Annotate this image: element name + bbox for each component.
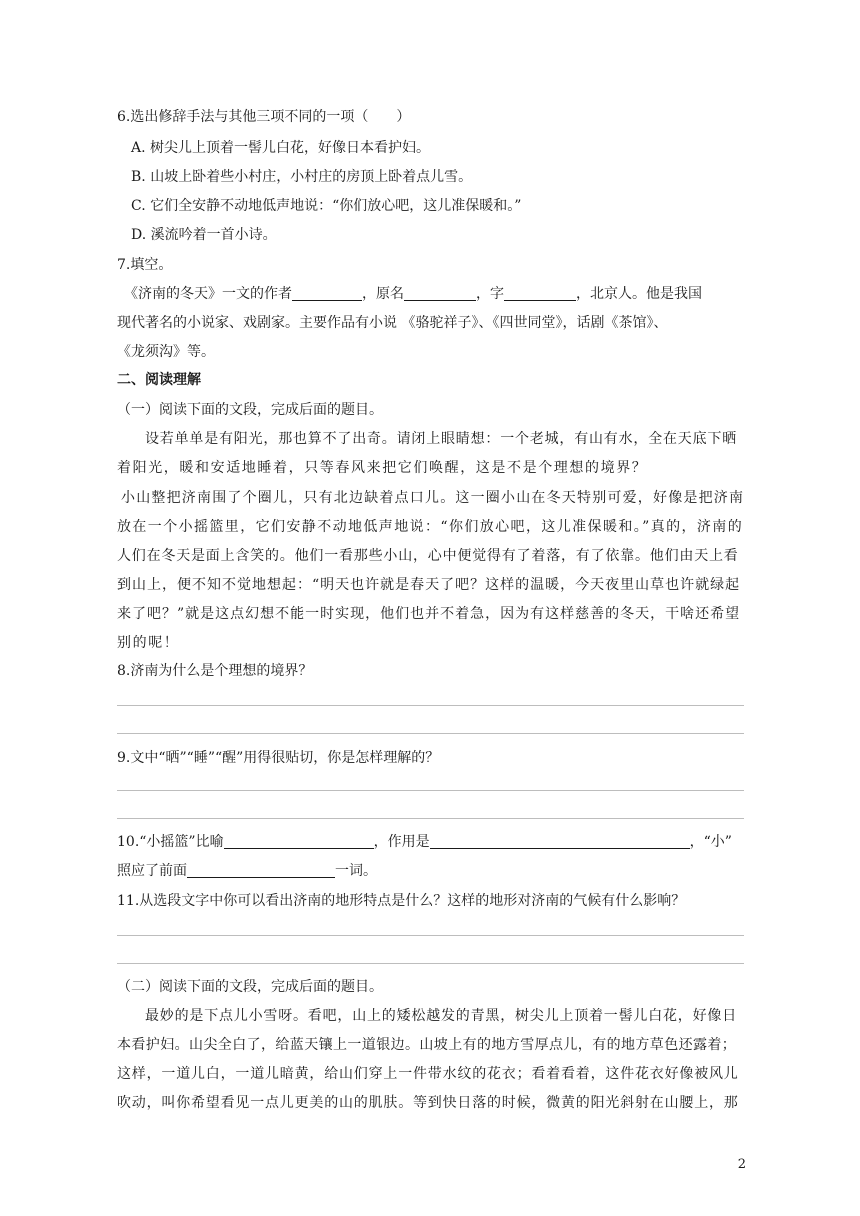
passage-1-line: 到山上，便不知不觉地想起：“明天也许就是春天了吧？这样的温暖，今天夜里山草也许就绿起 — [117, 577, 741, 593]
question-10 — [117, 832, 732, 852]
page-number: 2 — [737, 1157, 746, 1172]
part-1-intro: （一）阅读下面的文段，完成后面的题目。 — [117, 402, 383, 418]
q7-fill-line — [124, 284, 702, 304]
q6-option-b: B. 山坡上卧着些小村庄，小村庄的房顶上卧着点儿雪。 — [131, 169, 473, 185]
part-2-intro: （二）阅读下面的文段，完成后面的题目。 — [117, 979, 383, 995]
question-8: 8.济南为什么是个理想的境界？ — [117, 663, 313, 679]
author-blank[interactable] — [292, 286, 362, 301]
q7-text-courtesy: ，字 — [476, 286, 504, 302]
q7-line-2: 现代著名的小说家、戏剧家。主要作品有小说 《骆驼祥子》、《四世同堂》，话剧《茶馆》、 — [117, 315, 668, 331]
courtesy-name-blank[interactable] — [504, 286, 576, 301]
q10-text-echo: 照应了前面 — [117, 863, 187, 879]
passage-1-line: 来了吧？”就是这点幻想不能一时实现，他们也并不着急，因为有这样慈善的冬天，干啥还希望 — [117, 606, 741, 622]
answer-line[interactable] — [117, 790, 744, 791]
passage-2-line: 吹动，叫你希望看见一点儿更美的山的肌肤。等到快日落的时候，微黄的阳光斜射在山腰上，那 — [117, 1095, 739, 1111]
q6-option-c: C. 它们全安静不动地低声地说：“你们放心吧，这儿准保暖和。” — [131, 198, 522, 214]
q7-text-rest: ，北京人。他是我国 — [576, 286, 702, 302]
question-7: 7.填空。 — [117, 257, 173, 273]
section-heading: 二、阅读理解 — [117, 372, 201, 388]
answer-line[interactable] — [117, 935, 744, 936]
metaphor-blank[interactable] — [224, 834, 374, 849]
question-11: 11.从选段文字中你可以看出济南的地形特点是什么？这样的地形对济南的气候有什么影响？ — [117, 893, 686, 909]
q10-text-function: ，作用是 — [373, 834, 430, 850]
q6-option-d: D. 溪流吟着一首小诗。 — [131, 227, 277, 243]
passage-1-line: 人们在冬天是面上含笑的。他们一看那些小山，心中便觉得有了着落，有了依靠。他们由天上看 — [117, 548, 739, 564]
question-10-cont — [117, 861, 377, 881]
passage-1-line: 小山整把济南围了个圈儿，只有北边缺着点口儿。这一圈小山在冬天特别可爱，好像是把济南 — [121, 490, 745, 506]
passage-2-line: 这样，一道儿白，一道儿暗黄，给山们穿上一件带水纹的花衣；看着看着，这件花衣好像被风儿 — [117, 1066, 739, 1082]
q7-text-author: 《济南的冬天》一文的作者 — [124, 286, 292, 302]
passage-1-line: 放在一个小摇篮里，它们安静不动地低声地说：“你们放心吧，这儿准保暖和。”真的，济南的 — [117, 519, 744, 535]
echo-blank[interactable] — [187, 863, 335, 878]
q6-option-a: A. 树尖儿上顶着一髻儿白花，好像日本看护妇。 — [131, 140, 431, 156]
answer-line[interactable] — [117, 818, 744, 819]
passage-1-line: 别的呢！ — [117, 635, 180, 651]
q10-text-small: ，“小” — [689, 834, 732, 850]
passage-2-line: 本看护妇。山尖全白了，给蓝天镶上一道银边。山坡上有的地方雪厚点儿，有的地方草色还露着； — [117, 1037, 737, 1053]
original-name-blank[interactable] — [404, 286, 476, 301]
function-blank[interactable] — [430, 834, 690, 849]
question-6: 6.选出修辞手法与其他三项不同的一项（ ） — [117, 109, 411, 125]
question-9: 9.文中“晒”“睡”“醒”用得很贴切，你是怎样理解的？ — [117, 750, 440, 766]
q7-text-name: ，原名 — [362, 286, 404, 302]
q10-text-end: 一词。 — [335, 863, 377, 879]
q10-text-metaphor: 10.“小摇篮”比喻 — [117, 834, 224, 850]
answer-line[interactable] — [117, 705, 744, 706]
answer-line[interactable] — [117, 733, 744, 734]
q7-line-3: 《龙须沟》等。 — [117, 344, 215, 360]
answer-line[interactable] — [117, 963, 744, 964]
passage-1-line: 设若单单是有阳光，那也算不了出奇。请闭上眼睛想：一个老城，有山有水，全在天底下晒 — [145, 431, 737, 447]
passage-2-line: 最妙的是下点儿小雪呀。看吧，山上的矮松越发的青黑，树尖儿上顶着一髻儿白花，好像日 — [145, 1008, 737, 1024]
passage-1-line: 着阳光，暖和安适地睡着，只等春风来把它们唤醒，这是不是个理想的境界？ — [117, 460, 648, 476]
